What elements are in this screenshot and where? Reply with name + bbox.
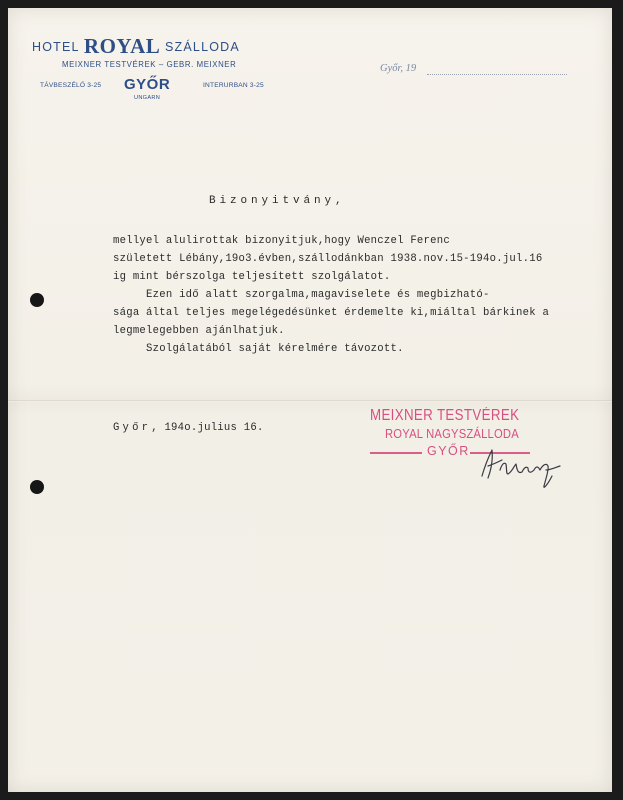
- letterhead-phone: TÁVBESZÉLŐ 3-25: [40, 82, 102, 89]
- certificate-line-7: Szolgálatából saját kérelmére távozott.: [113, 343, 404, 355]
- letterhead-date-template: Győr, 19: [380, 63, 417, 74]
- certificate-line-3: ig mint bérszolga teljesített szolgálatot.: [113, 271, 391, 283]
- letterhead-title: [32, 34, 240, 59]
- letterhead-hotel-suffix: SZÁLLODA: [165, 40, 240, 54]
- certificate-heading: Bizonyitvány,: [209, 195, 346, 207]
- letterhead-owners: MEIXNER TESTVÉREK – GEBR. MEIXNER: [62, 60, 237, 69]
- punch-hole-bottom: [30, 480, 44, 494]
- signature: [476, 440, 566, 494]
- letterhead-hotel-prefix: HOTEL: [32, 40, 80, 54]
- letterhead-brand: ROYAL: [83, 34, 161, 58]
- stamp-line-1: MEIXNER TESTVÉREK: [370, 407, 520, 424]
- certificate-line-6: legmelegebben ajánlhatjuk.: [113, 325, 285, 337]
- stamp-line-3: GYŐR: [427, 444, 470, 458]
- letterhead-country: UNGARN: [134, 95, 161, 101]
- stamp-rule-left: [370, 452, 422, 454]
- certificate-place: Győr: [113, 422, 152, 434]
- letterhead-date-rule: [427, 74, 567, 75]
- certificate-line-4: Ezen idő alatt szorgalma,magaviselete és megbizható-: [113, 289, 490, 301]
- letterhead-city: GYŐR: [124, 76, 171, 93]
- certificate-line-1: mellyel alulirottak bizonyitjuk,hogy Wenczel Ferenc: [113, 235, 450, 247]
- certificate-line-5: sága által teljes megelégedésünket érdemelte ki,miáltal bárkinek a: [113, 307, 550, 319]
- paper-fold: [8, 400, 612, 402]
- stamp-line-2: ROYAL NAGYSZÁLLODA: [385, 427, 519, 441]
- punch-hole-top: [30, 293, 44, 307]
- certificate-date: , 194o.julius 16.: [151, 422, 264, 434]
- certificate-line-2: született Lébány,19o3.évben,szállodánkban 1938.nov.15-194o.jul.16: [113, 253, 543, 265]
- document-paper: [8, 8, 612, 792]
- certificate-place-date: [113, 422, 264, 434]
- letterhead-intercity: INTERURBAN 3-25: [203, 82, 264, 89]
